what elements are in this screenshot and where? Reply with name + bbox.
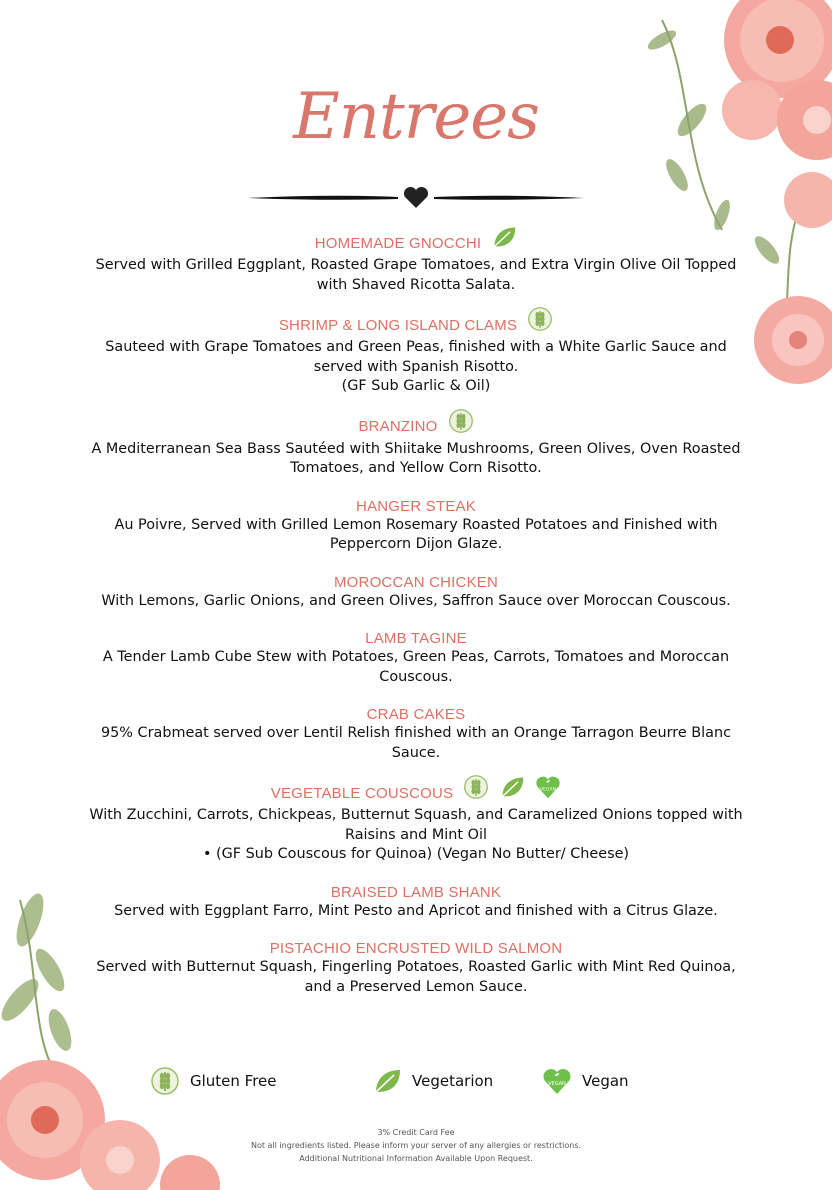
menu-item-name-row [356,497,476,516]
menu-item-name: PISTACHIO ENCRUSTED WILD SALMON [269,940,563,957]
menu-item-name: HANGER STEAK [356,497,476,515]
menu-item-description: With Zucchini, Carrots, Chickpeas, Butternut Squash, and Caramelized Onions topped with Raisins and Mint Oil • (GF Sub Couscous for Quinoa) (Vegan No Butter/ Cheese) [89,807,743,862]
legend-vegan-label: Vegan [582,1072,629,1090]
menu-item-name: BRANZINO [358,418,438,435]
menu-item-header [60,572,772,592]
menu-item-header [60,780,772,806]
menu-item-name: CRAB CAKES [366,706,466,723]
menu-item-name-row [315,230,518,256]
menu-item-description: A Tender Lamb Cube Stew with Potatoes, Green Peas, Carrots, Tomatoes and Moroccan Couscous. [102,649,730,685]
menu-item [60,230,772,295]
menu-item [60,780,772,865]
menu-item-description: Served with Grilled Eggplant, Roasted Grape Tomatoes, and Extra Virgin Olive Oil Topped with Shaved Ricotta Salata. [95,257,737,293]
menu-item-description: 95% Crabmeat served over Lentil Relish finished with an Orange Tarragon Beurre Blanc Sauce. [101,725,731,761]
footer-nutrition-note: Additional Nutritional Information Available Upon Request. [299,1154,533,1163]
footer-credit-card-fee: 3% Credit Card Fee [377,1128,455,1137]
menu-item-name-row [367,705,466,724]
menu-item [60,414,772,479]
menu-item-name: HOMEMADE GNOCCHI [314,234,482,252]
menu-item-name-row [270,939,563,958]
menu-item-header [60,628,772,648]
menu-item-name-row [279,312,553,338]
menu-item [60,704,772,763]
footer-allergy-note: Not all ingredients listed. Please inform your server of any allergies or restrictions. [250,1141,582,1150]
menu-item-name-row [334,573,498,592]
menu-item-name-row [271,780,562,806]
menu-item-header [60,882,772,902]
legend-vegan [542,1066,629,1096]
vegan-icon [542,1066,572,1096]
menu-item-header [60,312,772,338]
menu-item-name: SHRIMP & LONG ISLAND CLAMS [278,316,518,334]
menu-item-description: Sauteed with Grape Tomatoes and Green Peas, finished with a White Garlic Sauce and served with Spanish Risotto. (GF Sub Garlic & Oil) [105,339,727,394]
legend-gluten-free [150,1066,277,1096]
menu-item-description: Au Poivre, Served with Grilled Lemon Rosemary Roasted Potatoes and Finished with Peppercorn Dijon Glaze. [114,516,718,552]
svg-text:VEGAN: VEGAN [548,1081,566,1087]
dietary-icons [448,408,474,434]
dietary-icons [527,306,553,332]
vegetarian-icon [491,224,517,250]
heart-divider [248,184,584,210]
menu-item-header [60,704,772,724]
vegetarian-icon [499,774,525,800]
menu-item-name-row [331,883,501,902]
gluten-free-icon [463,774,489,800]
menu-item-header [60,938,772,958]
footer-notes [0,1126,832,1165]
svg-text:VEGAN: VEGAN [540,787,557,793]
heart-icon [404,187,428,208]
menu-item [60,496,772,555]
menu-item-description: Served with Eggplant Farro, Mint Pesto and Apricot and finished with a Citrus Glaze. [114,902,718,919]
dietary-legend [0,1066,832,1106]
menu-item-name: LAMB TAGINE [365,630,467,647]
dietary-icons [491,224,517,250]
menu-item [60,628,772,687]
gluten-free-icon [448,408,474,434]
legend-vegetarian [372,1066,493,1096]
menu-item-name: MOROCCAN CHICKEN [333,573,499,591]
dietary-icons [463,774,561,800]
menu-item-header [60,230,772,256]
menu-item-name: VEGETABLE COUSCOUS [270,784,454,802]
menu-item [60,572,772,612]
menu-list [60,230,772,1014]
menu-item-description: A Mediterranean Sea Bass Sautéed with Shiitake Mushrooms, Green Olives, Oven Roasted Tomatoes, and Yellow Corn Risotto. [91,440,741,476]
menu-item-description: Served with Butternut Squash, Fingerling Potatoes, Roasted Garlic with Mint Red Quinoa, and a Preserved Lemon Sauce. [96,959,736,995]
menu-item-name-row [365,629,467,648]
page-title: Entrees [293,80,539,154]
vegan-icon [535,774,561,800]
legend-gluten-free-label: Gluten Free [190,1072,277,1090]
menu-item-name: BRAISED LAMB SHANK [330,883,502,901]
menu-item-description: With Lemons, Garlic Onions, and Green Olives, Saffron Sauce over Moroccan Couscous. [101,592,731,609]
vegetarian-icon [372,1066,402,1096]
gluten-free-icon [527,306,553,332]
menu-item-header [60,496,772,516]
menu-item-name-row [358,414,473,440]
menu-item [60,938,772,997]
menu-item [60,312,772,397]
menu-item-header [60,414,772,440]
legend-vegetarian-label: Vegetarion [412,1072,494,1090]
gluten-free-icon [150,1066,180,1096]
menu-item [60,882,772,922]
